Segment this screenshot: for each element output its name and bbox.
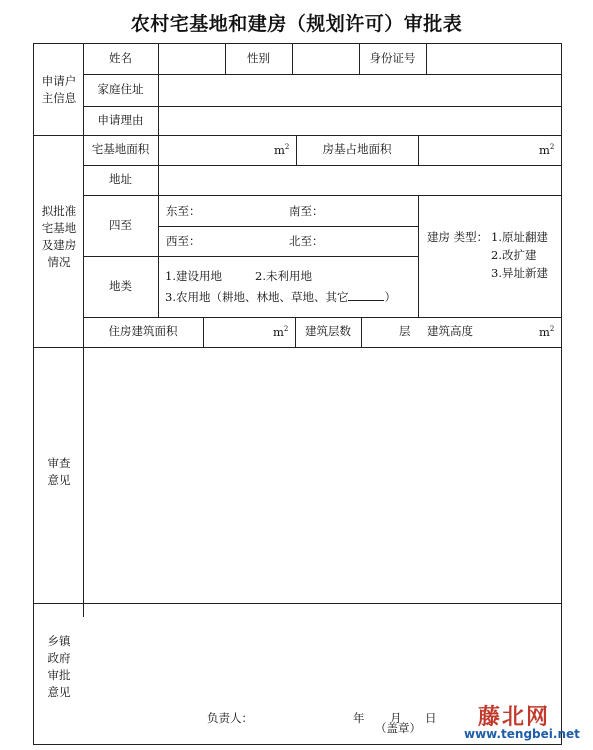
responsible-person-label: 负责人： xyxy=(207,711,253,725)
col-line xyxy=(418,195,419,317)
col-line xyxy=(426,43,427,74)
unit-height xyxy=(539,326,554,338)
label-id-number: 身份证号 xyxy=(369,51,416,65)
build-type-option-2: 2.改扩建 xyxy=(491,248,537,262)
unit-site-area xyxy=(274,144,289,156)
watermark-url: www.tengbei.net xyxy=(464,727,580,741)
seal-label: （盖章） xyxy=(375,721,421,735)
label-boundaries: 四至 xyxy=(109,218,132,232)
land-type-option-1: 1.建设用地 xyxy=(165,269,222,283)
label-floor-area: 住房建筑面积 xyxy=(108,324,178,338)
site-watermark xyxy=(456,700,593,750)
col-line xyxy=(292,43,293,74)
col-line xyxy=(418,135,419,165)
unit-m: m xyxy=(274,142,285,157)
watermark-brand: 藤北网 xyxy=(478,704,551,730)
divider-proposed xyxy=(33,347,562,348)
label-footprint: 房基占地面积 xyxy=(322,142,392,156)
row-line xyxy=(83,256,418,257)
label-floors: 建筑层数 xyxy=(305,324,351,338)
section-label-review xyxy=(35,455,83,489)
unit-sup: 2 xyxy=(283,325,289,333)
label-land-type: 地类 xyxy=(109,279,132,293)
section-label-applicant-text: 申请户主信息 xyxy=(41,74,77,105)
unit-m: m xyxy=(539,324,550,339)
date-day-label: 日 xyxy=(425,711,437,725)
label-building-height: 建筑高度 xyxy=(427,324,473,338)
unit-floors: 层 xyxy=(399,324,411,338)
table-border-right xyxy=(561,43,562,745)
label-build-type: 建房 类型： xyxy=(427,230,489,244)
form-title: 农村宅基地和建房（规划许可）审批表 xyxy=(130,13,463,35)
row-line xyxy=(83,317,562,318)
label-gender: 性别 xyxy=(247,51,270,65)
date-year-label: 年 xyxy=(353,711,365,725)
col-line xyxy=(361,317,362,347)
col-line xyxy=(158,43,159,135)
row-line xyxy=(83,195,562,196)
label-name: 姓名 xyxy=(109,51,132,65)
section-label-proposed-text: 拟批准宅基地及建房情况 xyxy=(41,204,77,269)
table-border-left xyxy=(33,43,34,745)
build-type-option-3: 3.异址新建 xyxy=(491,266,548,280)
row-line xyxy=(83,106,562,107)
land-type-option-3 xyxy=(165,289,396,304)
approval-form-table xyxy=(33,43,562,745)
boundary-north: 北至： xyxy=(289,234,324,248)
unit-footprint xyxy=(539,144,554,156)
section-label-review-text: 审查意见 xyxy=(47,456,71,487)
label-application-reason: 申请理由 xyxy=(97,113,144,127)
other-blank-line xyxy=(348,289,384,301)
unit-m: m xyxy=(539,142,550,157)
row-line xyxy=(158,226,418,227)
unit-floor-area xyxy=(273,326,288,338)
label-location: 地址 xyxy=(109,172,132,186)
build-type-option-1: 1.原址翻建 xyxy=(491,230,548,244)
table-border-top xyxy=(33,43,562,44)
land-type-option-2: 2.未利用地 xyxy=(255,269,312,283)
unit-sup: 2 xyxy=(549,143,555,151)
unit-sup: 2 xyxy=(284,143,290,151)
land-type-option-3-text: 3.农用地（耕地、林地、草地、其它 xyxy=(165,290,349,304)
section-label-township xyxy=(35,633,83,701)
unit-m: m xyxy=(273,324,284,339)
section-label-applicant xyxy=(35,73,83,107)
boundary-west: 西至： xyxy=(166,234,201,248)
col-line xyxy=(203,317,204,347)
unit-sup: 2 xyxy=(549,325,555,333)
label-home-address: 家庭住址 xyxy=(97,82,144,96)
divider-applicant xyxy=(33,135,562,136)
col-line xyxy=(158,135,159,317)
row-line xyxy=(83,165,562,166)
date-month-label: 月 xyxy=(390,711,402,725)
boundary-south: 南至： xyxy=(289,204,324,218)
section-label-township-text: 乡镇政府审批意见 xyxy=(47,634,71,699)
land-type-option-3-tail: ） xyxy=(384,290,396,304)
divider-review xyxy=(33,603,562,604)
section-label-proposed xyxy=(35,203,83,271)
boundary-east: 东至： xyxy=(166,204,201,218)
label-site-area: 宅基地面积 xyxy=(91,142,150,156)
row-line xyxy=(83,74,562,75)
